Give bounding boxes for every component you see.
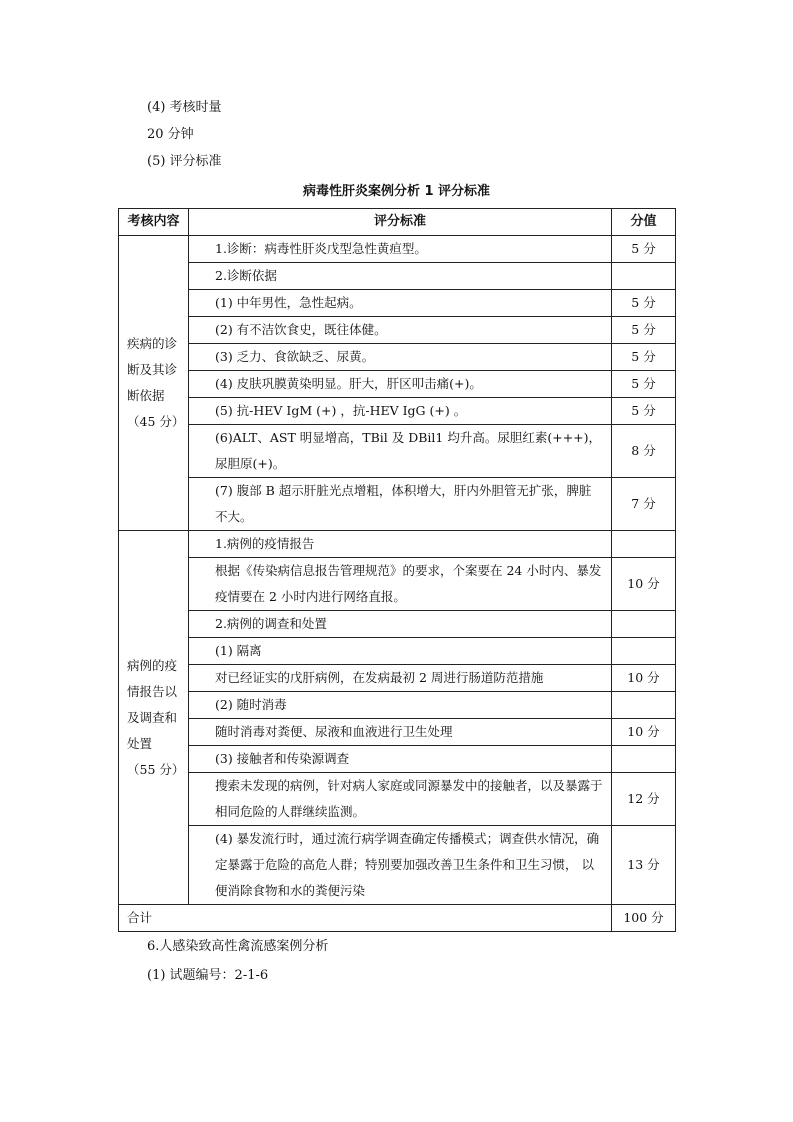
next-case-item-number: (1) 试题编号：2-1-6 bbox=[147, 968, 269, 983]
criteria-cell: 2.诊断依据 bbox=[189, 263, 612, 290]
score-cell: 5 分 bbox=[612, 398, 676, 425]
table-total-row bbox=[119, 905, 676, 932]
score-cell bbox=[612, 531, 676, 558]
category-epidemic-report: 病例的疫情报告以及调查和处置（55 分） bbox=[119, 531, 189, 905]
table-row bbox=[119, 263, 676, 290]
criteria-cell: (1) 中年男性，急性起病。 bbox=[189, 290, 612, 317]
table-row bbox=[119, 398, 676, 425]
score-cell: 8 分 bbox=[612, 425, 676, 478]
score-cell: 10 分 bbox=[612, 665, 676, 692]
criteria-cell: 1.诊断：病毒性肝炎戊型急性黄疸型。 bbox=[189, 236, 612, 263]
criteria-cell: (6)ALT、AST 明显增高，TBil 及 DBil1 均升高。尿胆红素(+++)，尿胆原(+)。 bbox=[189, 425, 612, 478]
table-row bbox=[119, 638, 676, 665]
score-cell: 5 分 bbox=[612, 317, 676, 344]
score-cell: 7 分 bbox=[612, 478, 676, 531]
table-row bbox=[119, 692, 676, 719]
criteria-cell: 1.病例的疫情报告 bbox=[189, 531, 612, 558]
criteria-cell: 根据《传染病信息报告管理规范》的要求，个案要在 24 小时内、暴发疫情要在 2 小时内进行网络直报。 bbox=[189, 558, 612, 611]
next-case-heading: 6.人感染致高性禽流感案例分析 bbox=[147, 939, 329, 954]
criteria-cell: (1) 隔离 bbox=[189, 638, 612, 665]
table-row bbox=[119, 665, 676, 692]
score-cell: 5 分 bbox=[612, 290, 676, 317]
criteria-cell: (3) 接触者和传染源调查 bbox=[189, 746, 612, 773]
criteria-cell: (4) 皮肤巩膜黄染明显。肝大，肝区叩击痛(+)。 bbox=[189, 371, 612, 398]
score-cell: 10 分 bbox=[612, 558, 676, 611]
score-cell bbox=[612, 746, 676, 773]
criteria-cell: 随时消毒对粪便、尿液和血液进行卫生处理 bbox=[189, 719, 612, 746]
criteria-cell: (5) 抗-HEV IgM (+) ，抗-HEV IgG (+) 。 bbox=[189, 398, 612, 425]
table-row bbox=[119, 317, 676, 344]
table-row bbox=[119, 425, 676, 478]
table-row bbox=[119, 531, 676, 558]
score-cell: 5 分 bbox=[612, 371, 676, 398]
score-cell: 13 分 bbox=[612, 826, 676, 905]
score-cell: 5 分 bbox=[612, 236, 676, 263]
criteria-cell: 对已经证实的戊肝病例，在发病最初 2 周进行肠道防范措施 bbox=[189, 665, 612, 692]
criteria-cell: (2) 有不洁饮食史，既往体健。 bbox=[189, 317, 612, 344]
total-score: 100 分 bbox=[612, 905, 676, 932]
score-cell: 12 分 bbox=[612, 773, 676, 826]
table-row bbox=[119, 746, 676, 773]
table-row bbox=[119, 558, 676, 611]
score-cell bbox=[612, 611, 676, 638]
total-label: 合计 bbox=[119, 905, 612, 932]
intro-exam-duration-heading: (4) 考核时量 bbox=[147, 100, 222, 115]
table-row bbox=[119, 478, 676, 531]
criteria-cell: (7) 腹部 B 超示肝脏光点增粗，体积增大，肝内外胆管无扩张，脾脏不大。 bbox=[189, 478, 612, 531]
table-header-row bbox=[119, 209, 676, 236]
table-row bbox=[119, 236, 676, 263]
score-cell bbox=[612, 692, 676, 719]
intro-exam-duration-value: 20 分钟 bbox=[147, 127, 194, 142]
table-title: 病毒性肝炎案例分析 1 评分标准 bbox=[302, 184, 491, 199]
table-row bbox=[119, 611, 676, 638]
category-diagnosis: 疾病的诊断及其诊断依据（45 分） bbox=[119, 236, 189, 531]
intro-grading-heading: (5) 评分标准 bbox=[147, 154, 222, 169]
table-row bbox=[119, 344, 676, 371]
grading-table bbox=[118, 208, 676, 932]
criteria-cell: (2) 随时消毒 bbox=[189, 692, 612, 719]
table-row bbox=[119, 290, 676, 317]
table-row bbox=[119, 826, 676, 905]
table-row bbox=[119, 719, 676, 746]
criteria-cell: (4) 暴发流行时，通过流行病学调查确定传播模式；调查供水情况，确定暴露于危险的高危人群；特别要加强改善卫生条件和卫生习惯， 以便消除食物和水的粪便污染 bbox=[189, 826, 612, 905]
header-criteria: 评分标准 bbox=[189, 209, 612, 236]
score-cell bbox=[612, 263, 676, 290]
header-content: 考核内容 bbox=[119, 209, 189, 236]
criteria-cell: (3) 乏力、食欲缺乏、尿黄。 bbox=[189, 344, 612, 371]
score-cell: 10 分 bbox=[612, 719, 676, 746]
header-score: 分值 bbox=[612, 209, 676, 236]
criteria-cell: 2.病例的调查和处置 bbox=[189, 611, 612, 638]
score-cell: 5 分 bbox=[612, 344, 676, 371]
score-cell bbox=[612, 638, 676, 665]
criteria-cell: 搜索未发现的病例，针对病人家庭或同源暴发中的接触者，以及暴露于相同危险的人群继续监测。 bbox=[189, 773, 612, 826]
table-row bbox=[119, 371, 676, 398]
table-row bbox=[119, 773, 676, 826]
